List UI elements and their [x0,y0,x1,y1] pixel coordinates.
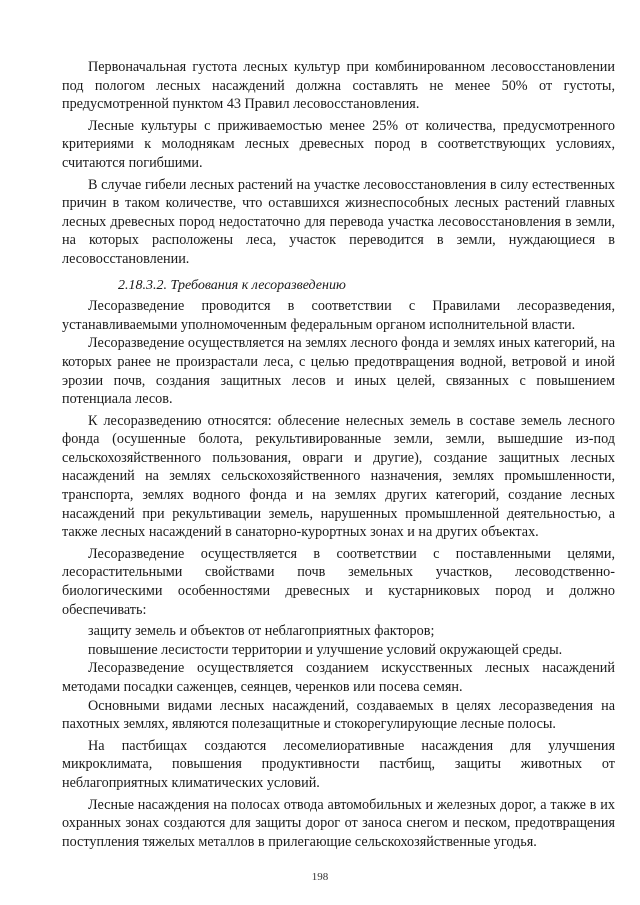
paragraph-pastures: На пастбищах создаются лесомелиоративные насаждения для улучшения микроклимата, повышения продуктивности пастбищ, защиты животных от неблагоприятных климатических условий. [62,737,615,791]
paragraph-field-belts: Основными видами лесных насаждений, создаваемых в целях лесоразведения на пахотных землях, являются полезащитные и стокорегулирующие лесные полосы. [62,697,615,733]
paragraph-planting-methods: Лесоразведение осуществляется созданием искусственных лесных насаждений методами посадки саженцев, сеянцев, черенков или посева семян. [62,660,615,695]
paragraph-dead-cultures: Лесные культуры с приживаемостью менее 25% от количества, предусмотренного критериями к молоднякам лесных древесных пород в соответствующих условиях, считаются погибшими. [62,117,615,171]
paragraph-planting-density: Первоначальная густота лесных культур при комбинированном лесовосстановлении под пологом лесных насаждений должна составлять не менее 50% от густоты, предусмотренной пунктом 43 Правил лесовосстановления. [62,59,615,113]
paragraph-afforestation-goals: Лесоразведение осуществляется в соответствии с поставленными целями, лесорастительными свойствами почв земельных участков, лесоводственно-биологическими особенностями древесных и кустарниковых пород и должно обеспечивать: [62,545,615,618]
list-item-protection: защиту земель и объектов от неблагоприятных факторов; [88,623,435,640]
paragraph-afforestation-types: К лесоразведению относятся: облесение нелесных земель в составе земель лесного фонда (осушенные болота, рекультивированные земли, земли, вышедшие из-под сельскохозяйственного пользования, овраги и другие), создание защитных лесных насаждений на землях сельскохозяйственного назначения, землях промышленности, транспорта, землях водного фонда и на землях других категорий, создание лесных насаждений при рекультивации земель, нарушенных промышленной деятельностью, а также лесных насаждений в санаторно-курортных зонах и на других объектах. [62,412,615,541]
paragraph-afforestation-rules: Лесоразведение проводится в соответствии с Правилами лесоразведения, устанавливаемыми уполномоченным федеральным органом исполнительной власти. [62,298,615,333]
document-page [62,58,615,851]
paragraph-natural-loss: В случае гибели лесных растений на участке лесовосстановления в силу естественных причин в таком количестве, что оставшихся жизнеспособных лесных растений главных лесных древесных пород недостаточно для перевода участка лесовосстановления в земли, на которых расположены леса, участок переводится в земли, нуждающиеся в лесовосстановлении. [62,176,615,267]
page-number: 198 [311,871,329,883]
paragraph-roadside-plantings: Лесные насаждения на полосах отвода автомобильных и железных дорог, а также в их охранных зонах создаются для защиты дорог от заноса снегом и песком, предотвращения поступления тяжелых металлов в прилегающие сельскохозяйственные угодья. [62,796,615,850]
list-item-forest-cover: повышение лесистости территории и улучшение условий окружающей среды. [88,641,563,658]
section-heading: 2.18.3.2. Требования к лесоразведению [118,277,346,293]
paragraph-afforestation-lands: Лесоразведение осуществляется на землях лесного фонда и землях иных категорий, на которых ранее не произрастали леса, с целью предотвращения водной, ветровой и иной эрозии почв, создания защитных лесов и иных целей, связанных с повышением потенциала лесов. [62,335,615,408]
